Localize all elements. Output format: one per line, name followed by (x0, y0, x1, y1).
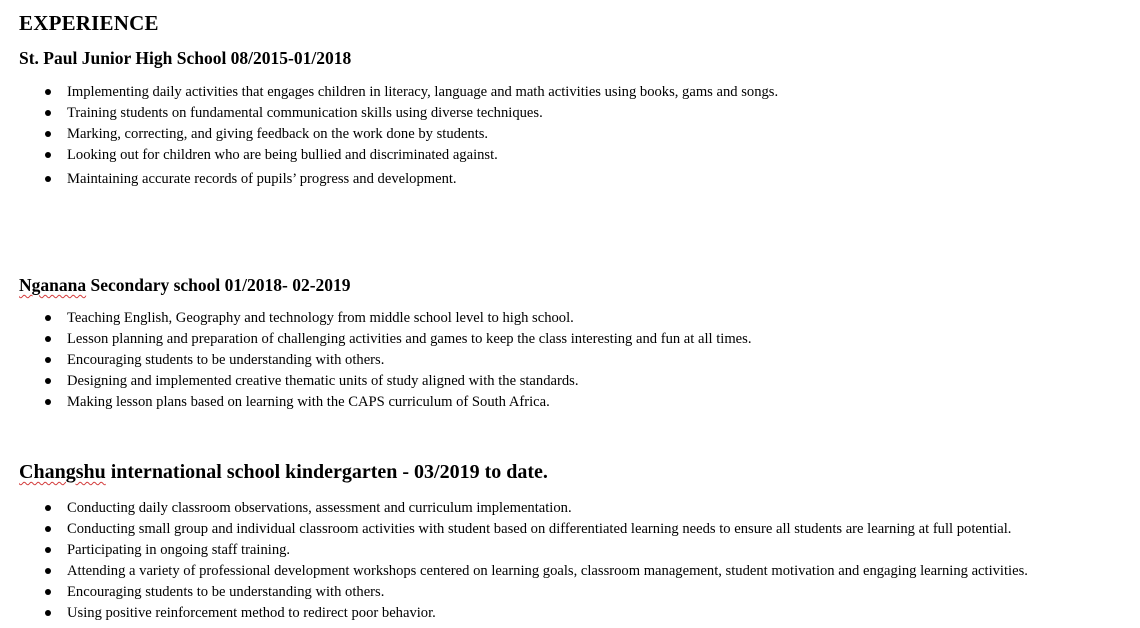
list-item (0, 519, 1028, 540)
bullet-text: Maintaining accurate records of pupils’ progress and development. (67, 171, 457, 187)
job-title-st-paul (19, 48, 351, 69)
bullet-dot-icon (45, 589, 51, 595)
list-item (0, 561, 1028, 582)
job-title-text: international school kindergarten - 03/2019 to date. (105, 461, 548, 483)
list-item-text (67, 84, 778, 100)
bullet-dot-icon (45, 505, 51, 511)
bullet-text: Implementing daily activities that engages children in literacy, language and math activities using books, gams and songs. (67, 84, 779, 100)
section-heading-experience: EXPERIENCE (19, 11, 159, 35)
bullet-dot-icon (45, 152, 51, 158)
job-title-changshu (19, 461, 548, 484)
bullet-text: Encouraging students to be understanding with others. (67, 352, 385, 368)
bullet-text: Lesson planning and preparation of challenging activities and games to keep the class interesting and fun at all times. (67, 331, 752, 347)
list-item (0, 350, 752, 371)
list-item (0, 124, 778, 145)
bullet-text: Conducting small group and individual classroom activities with student based on differentiated learning needs to ensure all students are learning at full potential. (67, 521, 1012, 537)
bullet-text: Training students on fundamental communication skills using diverse techniques. (67, 105, 543, 121)
bullet-dot-icon (45, 526, 51, 532)
list-item (0, 82, 778, 103)
job-bullets-changshu (0, 498, 1028, 624)
bullet-dot-icon (45, 336, 51, 342)
bullet-dot-icon (45, 315, 51, 321)
list-item (0, 603, 1028, 624)
job-title-nganana (19, 275, 351, 296)
bullet-dot-icon (45, 131, 51, 137)
list-item (0, 582, 1028, 603)
bullet-text: Using positive reinforcement method to redirect poor behavior. (67, 605, 436, 621)
bullet-text: Encouraging students to be understanding with others. (67, 584, 385, 600)
bullet-text: Teaching English, Geography and technology from middle school level to high school. (67, 310, 574, 326)
list-item (0, 329, 752, 350)
bullet-text: Marking, correcting, and giving feedback on the work done by students. (67, 126, 489, 142)
bullet-dot-icon (45, 399, 51, 405)
job-bullets-nganana (0, 308, 752, 413)
bullet-dot-icon (45, 89, 51, 95)
bullet-text: Attending a variety of professional development workshops centered on learning goals, classroom management, student motivation and engaging learning activities. (67, 563, 1028, 579)
bullet-text: Conducting daily classroom observations, assessment and curriculum implementation. (67, 500, 572, 516)
bullet-dot-icon (45, 547, 51, 553)
list-item (0, 371, 752, 392)
list-item (0, 308, 752, 329)
list-item (0, 169, 778, 190)
bullet-text: Designing and implemented creative thematic units of study aligned with the standards. (67, 373, 579, 389)
list-item (0, 145, 778, 166)
list-item (0, 392, 752, 413)
bullet-text: Participating in ongoing staff training. (67, 542, 291, 558)
bullet-dot-icon (45, 568, 51, 574)
bullet-dot-icon (45, 610, 51, 616)
job-title-text: Secondary school 01/2018- 02-2019 (86, 275, 351, 295)
bullet-text: Looking out for children who are being bullied and discriminated against. (67, 147, 498, 163)
job-title-text: St. Paul Junior High School 08/2015-01/2018 (19, 48, 352, 68)
bullet-dot-icon (45, 176, 51, 182)
list-item (0, 498, 1028, 519)
bullet-text: Making lesson plans based on learning with the CAPS curriculum of South Africa. (67, 394, 550, 410)
job-bullets-st-paul (0, 82, 778, 190)
job-title-school-name: Nganana (19, 275, 87, 295)
list-item (0, 103, 778, 124)
bullet-dot-icon (45, 378, 51, 384)
job-title-school-name: Changshu (19, 461, 106, 483)
list-item (0, 540, 1028, 561)
bullet-dot-icon (45, 357, 51, 363)
bullet-dot-icon (45, 110, 51, 116)
